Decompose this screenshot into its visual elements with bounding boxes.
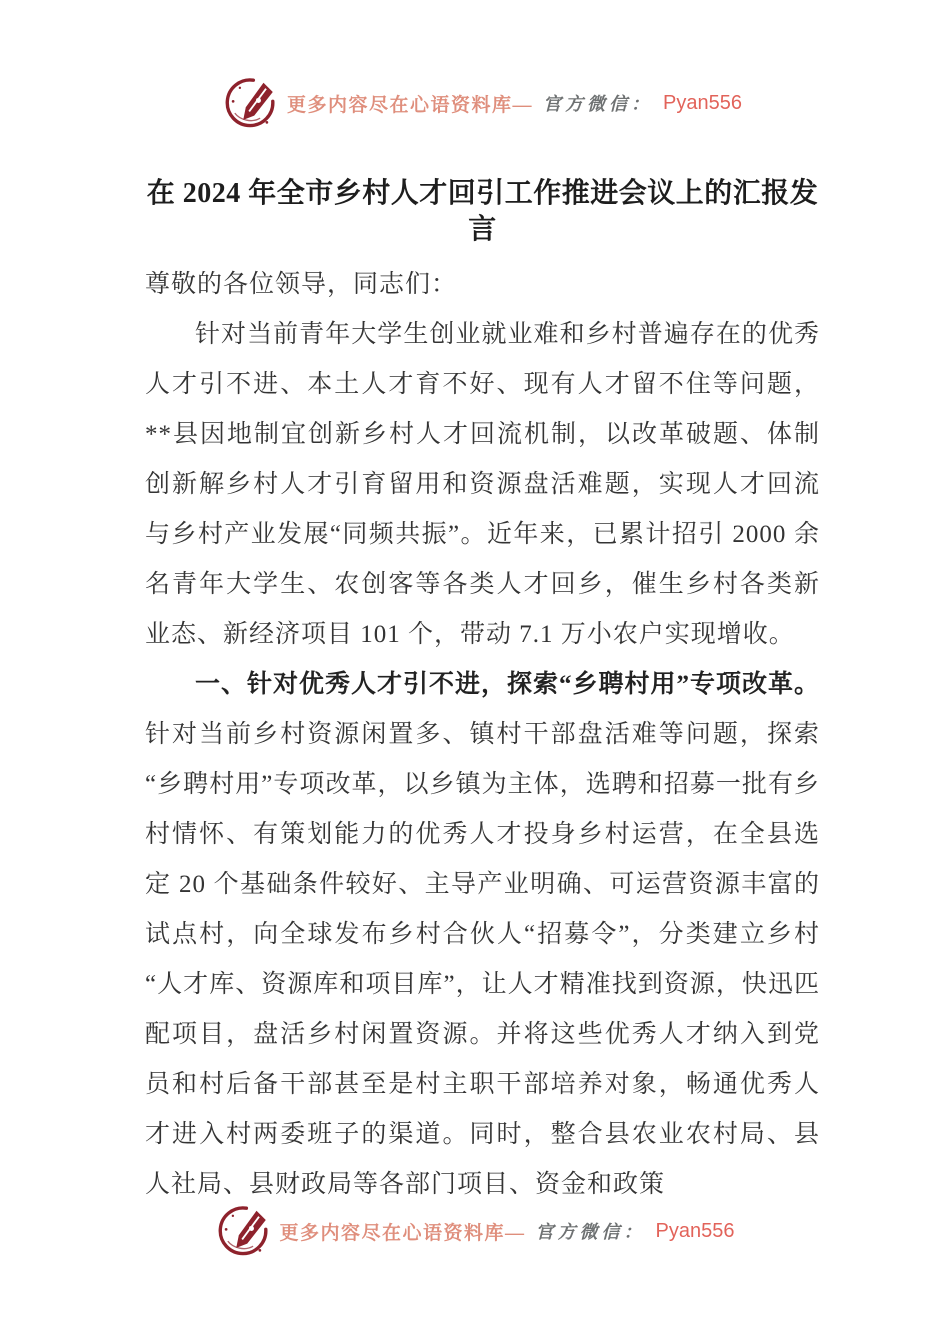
document-body bbox=[145, 260, 820, 1210]
section-1-paragraph bbox=[145, 660, 820, 1210]
footer-brand-text: 更多内容尽在心语资料库— bbox=[279, 1222, 526, 1244]
intro-paragraph: 针对当前青年大学生创业就业难和乡村普遍存在的优秀人才引不进、本土人才育不好、现有人才留不住等问题，**县因地制宜创新乡村人才回流机制，以改革破题、体制创新解乡村人才引育留用和资源盘活难题，实现人才回流与乡村产业发展“同频共振”。近年来，已累计招引 2000 余名青年大学生、农创客等各类人才回乡，催生乡村各类新业态、新经济项目 101 个，带动 7.1 万小农户实现增收。 bbox=[145, 321, 820, 648]
header-wechat-label: 官方微信： bbox=[543, 94, 654, 114]
pen-seal-logo-icon bbox=[223, 76, 277, 130]
header-wechat-account: Pyan556 bbox=[663, 91, 742, 114]
footer-watermark bbox=[0, 1204, 950, 1258]
header-brand-text: 更多内容尽在心语资料库— bbox=[287, 94, 534, 116]
section-1-text: 针对当前乡村资源闲置多、镇村干部盘活难等问题，探索“乡聘村用”专项改革，以乡镇为主体，选聘和招募一批有乡村情怀、有策划能力的优秀人才投身乡村运营，在全县选定 20 个基础条件较好、主导产业明确、可运营资源丰富的试点村，向全球发布乡村合伙人“招募令”，分类建立乡村“人才库、资源库和项目库”，让人才精准找到资源，快迅匹配项目，盘活乡村闲置资源。并将这些优秀人才纳入到党员和村后备干部甚至是村主职干部培养对象，畅通优秀人才进入村两委班子的渠道。同时，整合县农业农村局、县人社局、县财政局等各部门项目、资金和政策 bbox=[145, 721, 820, 1198]
section-1-heading: 一、针对优秀人才引不进，探索“乡聘村用”专项改革。 bbox=[195, 671, 821, 698]
footer-wechat-label: 官方微信： bbox=[535, 1222, 646, 1242]
salutation-line: 尊敬的各位领导，同志们： bbox=[145, 271, 458, 298]
document-title: 在 2024 年全市乡村人才回引工作推进会议上的汇报发言 bbox=[146, 178, 819, 245]
pen-seal-logo-icon bbox=[216, 1204, 270, 1258]
footer-wechat-account: Pyan556 bbox=[655, 1219, 735, 1242]
header-watermark bbox=[145, 76, 820, 130]
